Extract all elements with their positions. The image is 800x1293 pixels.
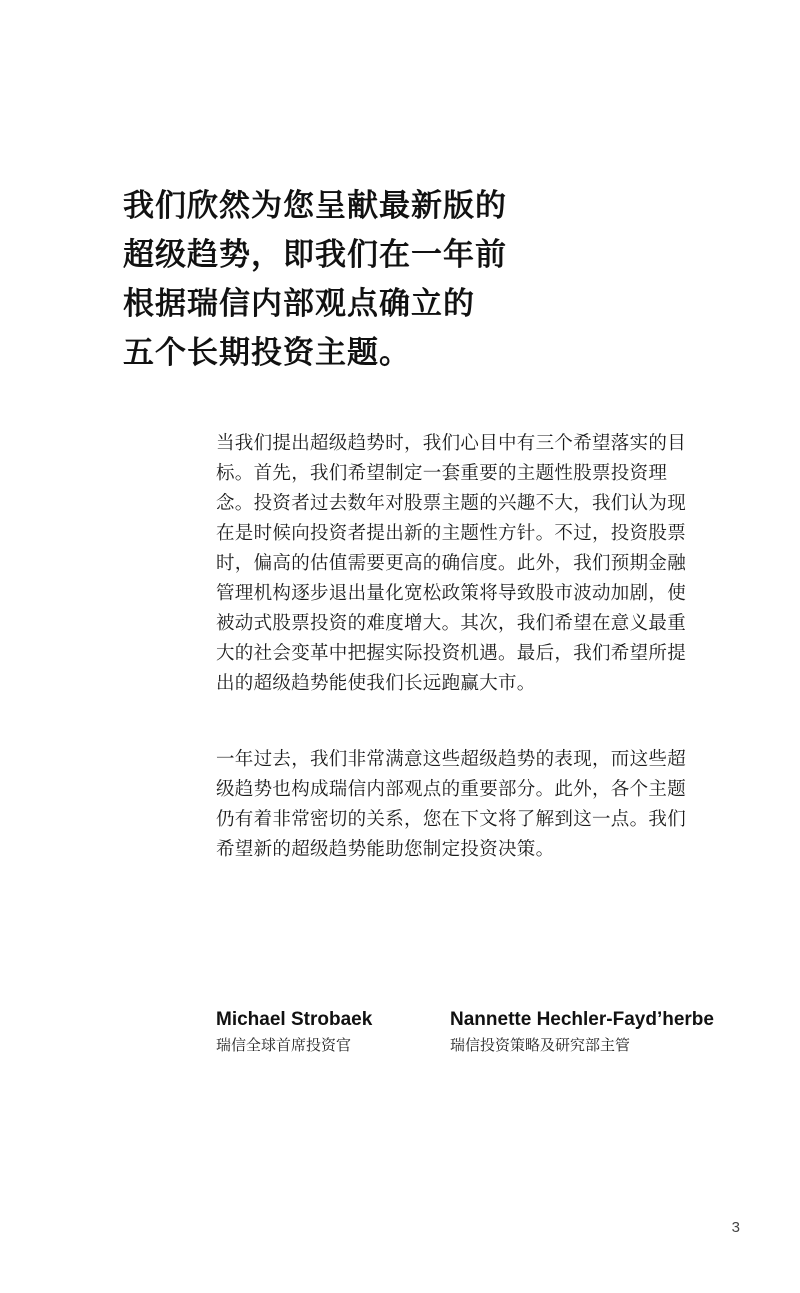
paragraph-line: 级趋势也构成瑞信内部观点的重要部分。此外，各个主题	[216, 779, 687, 800]
signatory-role: 瑞信投资策略及研究部主管	[450, 1036, 631, 1054]
paragraph-line: 出的超级趋势能使我们长远跑赢大市。	[216, 673, 536, 694]
paragraph-line: 念。投资者过去数年对股票主题的兴趣不大，我们认为现	[216, 493, 687, 514]
closing-paragraph	[216, 745, 736, 865]
paragraph-line: 大的社会变革中把握实际投资机遇。最后，我们希望所提	[216, 643, 687, 664]
signature-block-hechler-faydherbe	[450, 1008, 714, 1056]
paragraph-line: 仍有着非常密切的关系，您在下文将了解到这一点。我们	[216, 809, 687, 830]
headline-line: 我们欣然为您呈献最新版的	[123, 188, 507, 224]
paragraph-line: 当我们提出超级趋势时，我们心目中有三个希望落实的目	[216, 433, 687, 454]
paragraph-line: 标。首先，我们希望制定一套重要的主题性股票投资理	[216, 463, 668, 484]
signature-block-strobaek	[216, 1008, 372, 1056]
paragraph-line: 在是时候向投资者提出新的主题性方针。不过，投资股票	[216, 523, 687, 544]
paragraph-line: 被动式股票投资的难度增大。其次，我们希望在意义最重	[216, 613, 687, 634]
signatory-name: Michael Strobaek	[216, 1009, 373, 1030]
headline	[123, 182, 583, 378]
headline-line: 五个长期投资主题。	[123, 335, 411, 371]
paragraph-line: 时，偏高的估值需要更高的确信度。此外，我们预期金融	[216, 553, 687, 574]
headline-line: 根据瑞信内部观点确立的	[123, 286, 475, 322]
signatory-name: Nannette Hechler-Fayd’herbe	[450, 1009, 714, 1030]
page-number: 3	[731, 1219, 740, 1236]
paragraph-line: 管理机构逐步退出量化宽松政策将导致股市波动加剧，使	[216, 583, 687, 604]
paragraph-line: 希望新的超级趋势能助您制定投资决策。	[216, 839, 555, 860]
signatory-role: 瑞信全球首席投资官	[216, 1036, 352, 1054]
headline-line: 超级趋势，即我们在一年前	[123, 237, 507, 273]
paragraph-line: 一年过去，我们非常满意这些超级趋势的表现，而这些超	[216, 749, 687, 770]
intro-paragraph	[216, 429, 736, 699]
